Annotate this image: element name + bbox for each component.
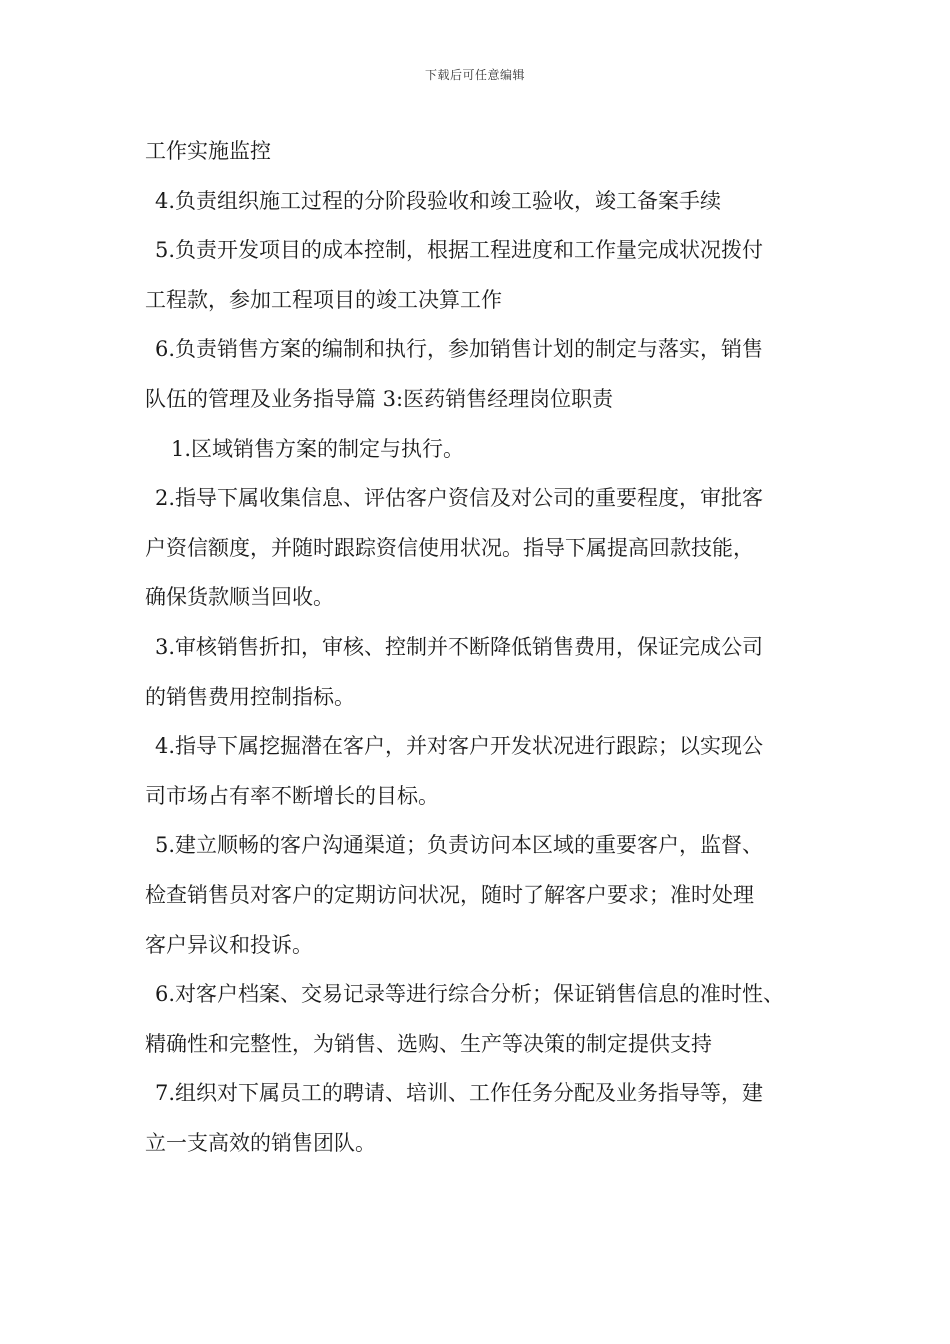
text-line: 5.负责开发项目的成本控制，根据工程进度和工作量完成状况拨付 xyxy=(155,238,764,263)
text-line: 工程款，参加工程项目的竣工决算工作 xyxy=(145,287,502,312)
text-line: 2.指导下属收集信息、评估客户资信及对公司的重要程度，审批客 xyxy=(155,486,764,511)
text-line: 确保货款顺当回收。 xyxy=(145,585,334,610)
text-line: 检查销售员对客户的定期访问状况，随时了解客户要求；准时处理 xyxy=(145,882,754,907)
text-line: 司市场占有率不断增长的目标。 xyxy=(145,783,439,808)
text-line: 1.区域销售方案的制定与执行。 xyxy=(171,436,465,461)
document-body xyxy=(145,127,835,1168)
text-line: 的销售费用控制指标。 xyxy=(145,684,355,709)
text-line: 3.审核销售折扣，审核、控制并不断降低销售费用，保证完成公司 xyxy=(155,634,764,659)
text-line: 6.对客户档案、交易记录等进行综合分析；保证销售信息的准时性、 xyxy=(155,982,785,1007)
text-line: 队伍的管理及业务指导篇 3:医药销售经理岗位职责 xyxy=(145,386,614,411)
text-line: 4.指导下属挖掘潜在客户，并对客户开发状况进行跟踪；以实现公 xyxy=(155,734,764,759)
text-line: 5.建立顺畅的客户沟通渠道；负责访问本区域的重要客户，监督、 xyxy=(155,833,764,858)
text-line: 7.组织对下属员工的聘请、培训、工作任务分配及业务指导等，建 xyxy=(155,1081,764,1106)
text-line: 6.负责销售方案的编制和执行，参加销售计划的制定与落实，销售 xyxy=(155,337,764,362)
text-line: 客户异议和投诉。 xyxy=(145,932,313,957)
text-line: 工作实施监控 xyxy=(145,139,271,163)
page-header: 下载后可任意编辑 xyxy=(424,68,525,82)
text-line: 4.负责组织施工过程的分阶段验收和竣工验收，竣工备案手续 xyxy=(155,188,722,213)
text-line: 立一支高效的销售团队。 xyxy=(145,1130,376,1155)
text-line: 精确性和完整性，为销售、选购、生产等决策的制定提供支持 xyxy=(145,1031,712,1056)
text-line: 户资信额度，并随时跟踪资信使用状况。指导下属提高回款技能， xyxy=(145,535,754,560)
